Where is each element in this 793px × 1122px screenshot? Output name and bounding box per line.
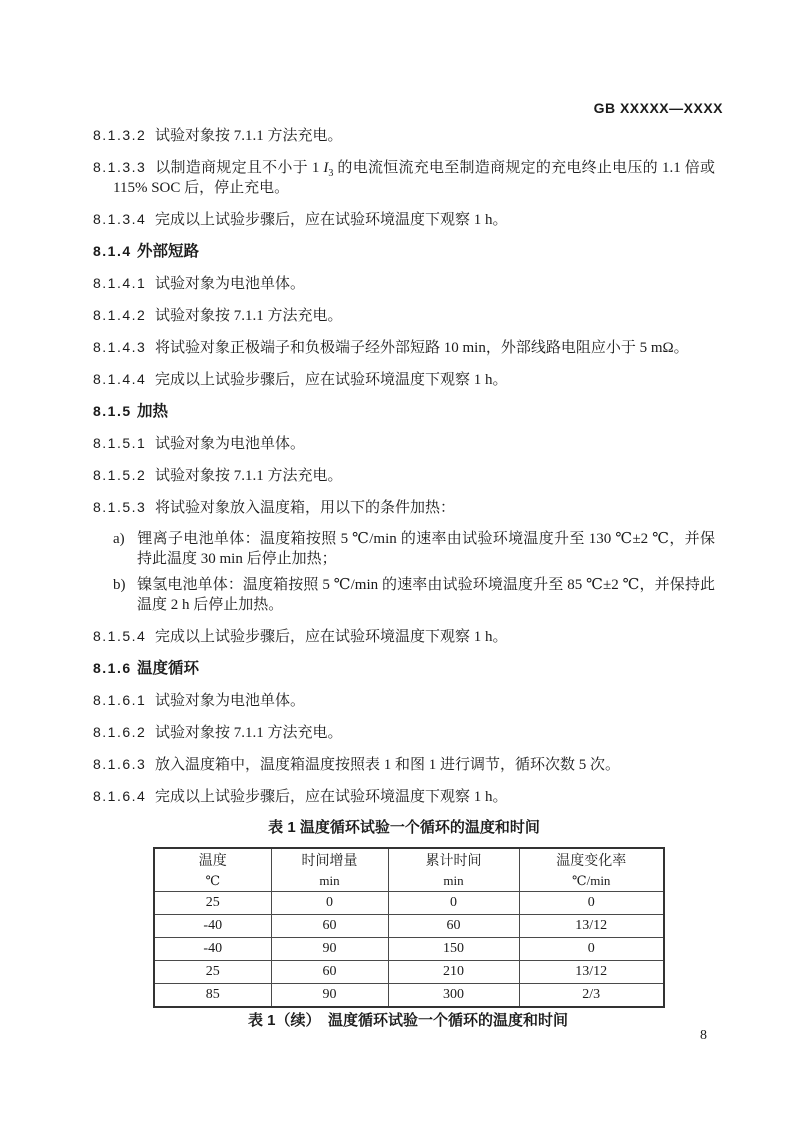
standard-code: GB XXXXX—XXXX: [593, 100, 723, 116]
column-label: 温度变化率: [556, 854, 627, 869]
clause-number: 8.1.5.4: [93, 628, 147, 644]
clause-8-1-5-2: [93, 465, 715, 486]
clause-text: 试验对象按 7.1.1 方法充电。: [155, 725, 343, 741]
table-cell: 0: [519, 892, 664, 915]
clause-text: 完成以上试验步骤后，应在试验环境温度下观察 1 h。: [155, 372, 508, 388]
table-row: [154, 938, 664, 961]
clause-number: 8.1.4.4: [93, 371, 147, 387]
clause-number: 8.1.6.4: [93, 788, 147, 804]
table-cell: 150: [388, 938, 519, 961]
table-cell: 0: [519, 938, 664, 961]
clause-text: 试验对象为电池单体。: [155, 436, 306, 452]
table-1: [153, 847, 665, 1008]
heading-8-1-4: [93, 241, 715, 262]
clause-number: 8.1.4.1: [93, 275, 147, 291]
list-item-b: [93, 575, 715, 615]
clause-8-1-6-1: [93, 690, 715, 711]
clause-8-1-5-4: [93, 626, 715, 647]
column-unit: min: [319, 873, 340, 888]
heading-text: 加热: [137, 403, 169, 420]
table-1-continuation-caption: 表 1（续） 温度循环试验一个循环的温度和时间: [247, 1012, 568, 1029]
clause-number: 8.1.6.3: [93, 756, 147, 772]
clause-text-pre: 以制造商规定且不小于 1: [155, 160, 324, 176]
clause-8-1-5-3: [93, 497, 715, 518]
list-marker: a): [113, 531, 125, 547]
page-number: 8: [700, 1028, 707, 1043]
table-cell: 60: [271, 915, 388, 938]
clause-text: 试验对象按 7.1.1 方法充电。: [155, 308, 343, 324]
column-label: 时间增量: [301, 854, 358, 869]
table-cell: -40: [154, 915, 271, 938]
table-cell: 300: [388, 984, 519, 1008]
column-header-temperature: [154, 848, 271, 892]
column-header-cumulative-time: [388, 848, 519, 892]
column-header-time-increment: [271, 848, 388, 892]
clause-8-1-6-2: [93, 722, 715, 743]
clause-number: 8.1.3.3: [93, 159, 147, 175]
heading-text: 外部短路: [137, 243, 200, 260]
table-cell: 0: [271, 892, 388, 915]
table-cell: 90: [271, 984, 388, 1008]
table-row: [154, 892, 664, 915]
column-unit: ℃: [205, 873, 221, 888]
table-1-title: 表 1 温度循环试验一个循环的温度和时间: [268, 819, 540, 836]
current-symbol-subscript: 3: [328, 168, 334, 179]
heading-number: 8.1.4: [93, 243, 132, 259]
clause-text: 试验对象按 7.1.1 方法充电。: [155, 468, 343, 484]
table-cell: 0: [388, 892, 519, 915]
heading-8-1-5: [93, 401, 715, 422]
clause-text: 将试验对象正极端子和负极端子经外部短路 10 min，外部线路电阻应小于 5 mΩ。: [155, 340, 689, 356]
clause-text: 试验对象为电池单体。: [155, 693, 306, 709]
clause-number: 8.1.4.2: [93, 307, 147, 323]
clause-8-1-4-4: [93, 369, 715, 390]
clause-number: 8.1.5.2: [93, 467, 147, 483]
clause-number: 8.1.4.3: [93, 339, 147, 355]
clause-text: [113, 160, 715, 196]
clause-8-1-4-1: [93, 273, 715, 294]
table-cell: 2/3: [519, 984, 664, 1008]
clause-8-1-3-3: [93, 157, 715, 198]
current-symbol: I: [323, 160, 329, 176]
list-item-a: [93, 529, 715, 569]
table-cell: 25: [154, 892, 271, 915]
heading-number: 8.1.5: [93, 403, 132, 419]
clause-8-1-3-4: [93, 209, 715, 230]
clause-text: 试验对象按 7.1.1 方法充电。: [155, 128, 343, 144]
clause-8-1-3-2: [93, 125, 715, 146]
clause-text: 将试验对象放入温度箱，用以下的条件加热：: [155, 500, 456, 516]
table-cell: 13/12: [519, 915, 664, 938]
clause-text: 完成以上试验步骤后，应在试验环境温度下观察 1 h。: [155, 212, 508, 228]
heading-text: 温度循环: [137, 660, 200, 677]
clause-8-1-5-1: [93, 433, 715, 454]
column-unit: min: [443, 873, 464, 888]
clause-8-1-6-4: [93, 786, 715, 807]
clause-8-1-6-3: [93, 754, 715, 775]
clause-number: 8.1.5.3: [93, 499, 147, 515]
clause-text: 完成以上试验步骤后，应在试验环境温度下观察 1 h。: [155, 629, 508, 645]
clause-8-1-4-3: [93, 337, 715, 358]
table-cell: 210: [388, 961, 519, 984]
clause-text: 试验对象为电池单体。: [155, 276, 306, 292]
clause-8-1-4-2: [93, 305, 715, 326]
table-cell: 85: [154, 984, 271, 1008]
clause-number: 8.1.3.2: [93, 127, 147, 143]
clause-text: 放入温度箱中，温度箱温度按照表 1 和图 1 进行调节，循环次数 5 次。: [155, 757, 621, 773]
table-row: [154, 915, 664, 938]
column-header-temperature-rate: [519, 848, 664, 892]
clause-number: 8.1.6.1: [93, 692, 147, 708]
table-cell: 90: [271, 938, 388, 961]
clause-text: 完成以上试验步骤后，应在试验环境温度下观察 1 h。: [155, 789, 508, 805]
table-cell: 25: [154, 961, 271, 984]
list-item-text: 锂离子电池单体：温度箱按照 5 ℃/min 的速率由试验环境温度升至 130 ℃±2 ℃，并保持此温度 30 min 后停止加热；: [137, 531, 715, 567]
list-item-text: 镍氢电池单体：温度箱按照 5 ℃/min 的速率由试验环境温度升至 85 ℃±2 ℃，并保持此温度 2 h 后停止加热。: [137, 577, 715, 613]
column-label: 温度: [198, 854, 227, 869]
clause-number: 8.1.5.1: [93, 435, 147, 451]
table-header-row: [154, 848, 664, 892]
heading-number: 8.1.6: [93, 660, 132, 676]
table-cell: -40: [154, 938, 271, 961]
table-cell: 60: [388, 915, 519, 938]
table-row: [154, 984, 664, 1008]
clause-text-post: 的电流恒流充电至制造商规定的充电终止电压的 1.1 倍或 115% SOC 后，停止充电。: [113, 160, 715, 196]
list-marker: b): [113, 577, 126, 593]
table-cell: 60: [271, 961, 388, 984]
table-cell: 13/12: [519, 961, 664, 984]
clause-number: 8.1.3.4: [93, 211, 147, 227]
table-row: [154, 961, 664, 984]
clause-number: 8.1.6.2: [93, 724, 147, 740]
column-unit: ℃/min: [572, 873, 611, 888]
page-content: [93, 125, 715, 1031]
heading-8-1-6: [93, 658, 715, 679]
column-label: 累计时间: [425, 854, 482, 869]
